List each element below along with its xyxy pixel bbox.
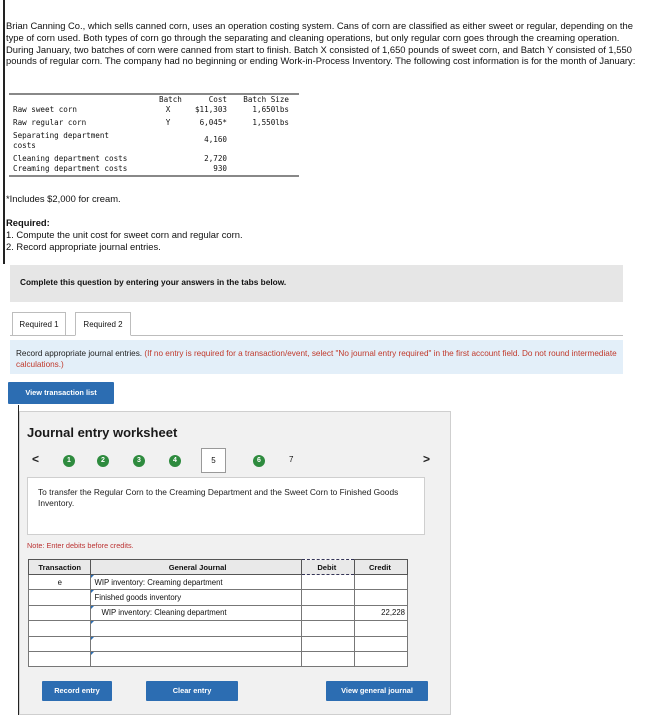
journal-row bbox=[29, 575, 408, 590]
step-3-button[interactable]: 3 bbox=[133, 455, 145, 467]
journal-entry-worksheet-panel bbox=[19, 411, 451, 715]
account-cell[interactable] bbox=[91, 636, 301, 651]
step-1-button[interactable]: 1 bbox=[63, 455, 75, 467]
credit-input[interactable] bbox=[354, 636, 407, 651]
debit-input[interactable] bbox=[301, 605, 354, 620]
step-4-button[interactable]: 4 bbox=[169, 455, 181, 467]
credit-input[interactable] bbox=[354, 575, 407, 590]
required-heading: Required: bbox=[6, 217, 50, 228]
step-5-current[interactable]: 5 bbox=[201, 448, 226, 473]
view-transaction-list-button[interactable]: View transaction list bbox=[8, 382, 114, 404]
debit-input[interactable] bbox=[301, 590, 354, 605]
debit-credit-note: Note: Enter debits before credits. bbox=[27, 541, 134, 550]
chevron-right-icon[interactable]: > bbox=[423, 452, 431, 466]
general-journal-column-header: General Journal bbox=[91, 560, 301, 575]
journal-row bbox=[29, 621, 408, 636]
credit-input[interactable] bbox=[354, 621, 407, 636]
transaction-cell[interactable] bbox=[29, 651, 91, 666]
debit-input[interactable] bbox=[301, 621, 354, 636]
step-2-button[interactable]: 2 bbox=[97, 455, 109, 467]
credit-input[interactable] bbox=[354, 651, 407, 666]
step-6-button[interactable]: 6 bbox=[253, 455, 265, 467]
cost-row: Creaming department costs 930 bbox=[13, 163, 227, 173]
complete-banner bbox=[10, 265, 623, 302]
account-cell[interactable]: WIP inventory: Creaming department bbox=[91, 575, 301, 590]
cost-header: Cost bbox=[208, 95, 227, 104]
journal-row bbox=[29, 651, 408, 666]
cost-row: Raw sweet corn X $11,303 1,650lbs bbox=[13, 105, 289, 114]
cost-row: Cleaning department costs 2,720 bbox=[13, 154, 227, 163]
problem-intro: Brian Canning Co., which sells canned corn, uses an operation costing system. Cans of corn are classified as either sweet or regular, depending on the type of corn used. Both types of corn go through the separating and cleaning operations, but only regular corn goes through the creaming operation. During January, two batches of corn were canned from start to finish. Batch X consisted of 1,650 pounds of sweet corn, and Batch Y consisted of 1,550 pounds of regular corn. The company had no beginning or ending Work-in-Process Inventory. The following cost information is for the month of January: bbox=[6, 20, 636, 67]
step-7-button[interactable]: 7 bbox=[289, 455, 294, 464]
cost-row: Separating department costs 4,160 bbox=[13, 131, 227, 150]
record-entry-button[interactable]: Record entry bbox=[42, 681, 112, 701]
footnote: *Includes $2,000 for cream. bbox=[6, 193, 121, 204]
cost-table-header bbox=[9, 95, 299, 105]
credit-column-header: Credit bbox=[354, 560, 407, 575]
tab-required-2[interactable]: Required 2 bbox=[75, 312, 131, 336]
account-cell[interactable]: WIP inventory: Cleaning department bbox=[91, 605, 301, 620]
required-item: 2. Record appropriate journal entries. bbox=[6, 240, 161, 252]
required-list bbox=[6, 229, 243, 252]
transaction-cell[interactable] bbox=[29, 605, 91, 620]
debit-input[interactable] bbox=[301, 651, 354, 666]
transaction-description: To transfer the Regular Corn to the Creaming Department and the Sweet Corn to Finished Goods Inventory. bbox=[27, 477, 425, 535]
tab-required-1[interactable]: Required 1 bbox=[12, 312, 66, 336]
transaction-cell[interactable] bbox=[29, 590, 91, 605]
journal-row bbox=[29, 605, 408, 620]
journal-row bbox=[29, 590, 408, 605]
instruction-box bbox=[10, 340, 623, 374]
transaction-column-header: Transaction bbox=[29, 560, 91, 575]
transaction-cell[interactable] bbox=[29, 636, 91, 651]
account-cell[interactable] bbox=[91, 621, 301, 636]
debit-column-header: Debit bbox=[301, 560, 354, 575]
debit-input[interactable] bbox=[301, 575, 354, 590]
batch-size-header: Batch Size bbox=[243, 95, 289, 104]
credit-input[interactable]: 22,228 bbox=[354, 605, 407, 620]
required-item: 1. Compute the unit cost for sweet corn and regular corn. bbox=[6, 229, 243, 240]
instruction-main: Record appropriate journal entries. bbox=[16, 349, 143, 358]
transaction-cell[interactable] bbox=[29, 621, 91, 636]
journal-table bbox=[28, 559, 408, 667]
clear-entry-button[interactable]: Clear entry bbox=[146, 681, 238, 701]
cost-info-table bbox=[9, 93, 299, 177]
cost-row: Raw regular corn Y 6,045* 1,550lbs bbox=[13, 118, 289, 127]
debit-input[interactable] bbox=[301, 636, 354, 651]
transaction-cell[interactable]: e bbox=[29, 575, 91, 590]
view-general-journal-button[interactable]: View general journal bbox=[326, 681, 428, 701]
credit-input[interactable] bbox=[354, 590, 407, 605]
worksheet-title: Journal entry worksheet bbox=[27, 425, 178, 440]
account-cell[interactable] bbox=[91, 651, 301, 666]
chevron-left-icon[interactable]: < bbox=[32, 452, 40, 466]
journal-row bbox=[29, 636, 408, 651]
instruction-note: (If no entry is required for a transaction/event, select "No journal entry required" in the first account field. Do not round intermediate calculations.) bbox=[16, 349, 617, 369]
account-cell[interactable]: Finished goods inventory bbox=[91, 590, 301, 605]
left-border-line bbox=[3, 0, 5, 264]
batch-header: Batch bbox=[159, 95, 182, 104]
complete-prompt: Complete this question by entering your answers in the tabs below. bbox=[20, 277, 287, 287]
